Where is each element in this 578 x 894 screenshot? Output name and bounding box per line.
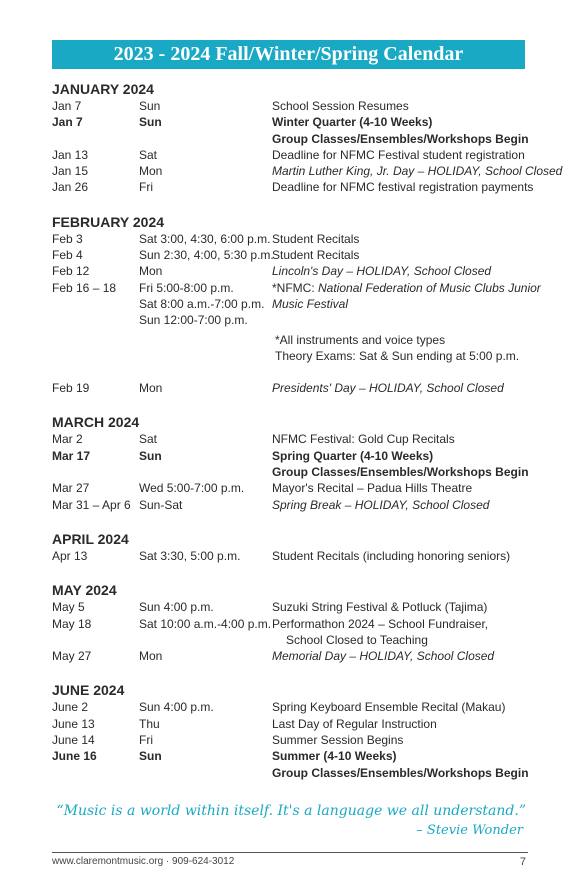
entry-event-cell bbox=[272, 480, 532, 496]
entry-day-cell bbox=[139, 548, 272, 564]
entry-day-cell bbox=[139, 599, 272, 615]
entry-notes-cell bbox=[272, 332, 532, 365]
entry-event-line bbox=[272, 296, 541, 312]
entry-note: Theory Exams: Sat & Sun ending at 5:00 p.m. bbox=[275, 348, 520, 363]
entry-date-cell bbox=[52, 147, 139, 163]
event-text: Group Classes/Ensembles/Workshops Begin bbox=[272, 465, 529, 480]
entry-event-cell bbox=[272, 431, 532, 447]
event-text: National Federation of Music Clubs Junior bbox=[318, 280, 541, 295]
entry-event-line bbox=[272, 464, 532, 480]
entry-event-cell bbox=[272, 163, 562, 179]
entry-event-line bbox=[272, 179, 533, 195]
entry-day-time: Fri bbox=[139, 733, 153, 748]
entry-event-line bbox=[272, 263, 532, 279]
event-text: School Session Resumes bbox=[272, 99, 409, 113]
entry-event-line bbox=[272, 163, 562, 179]
entry-day-cell bbox=[139, 280, 272, 329]
entry-day-cell bbox=[139, 431, 272, 447]
entry-date: Apr 13 bbox=[52, 548, 88, 563]
entry-event-line bbox=[272, 632, 532, 648]
month-heading: APRIL 2024 bbox=[52, 530, 129, 547]
entry-date: Jan 26 bbox=[52, 180, 89, 195]
entry-day-cell bbox=[139, 179, 272, 195]
calendar-entry bbox=[52, 648, 532, 664]
entry-event-line bbox=[272, 448, 532, 464]
calendar-entry bbox=[52, 732, 532, 748]
footer-divider bbox=[52, 852, 528, 853]
event-text: Student Recitals bbox=[272, 231, 360, 246]
calendar-entry bbox=[52, 497, 532, 513]
entry-date: Jan 7 bbox=[52, 99, 82, 113]
month-heading: FEBRUARY 2024 bbox=[52, 213, 165, 230]
entry-day-time: Mon bbox=[139, 164, 163, 179]
entry-day-cell bbox=[139, 480, 272, 496]
entry-date-cell bbox=[52, 163, 139, 179]
entry-event-cell bbox=[272, 114, 532, 147]
entry-date: Feb 19 bbox=[52, 381, 90, 396]
entry-day-time: Fri 5:00-8:00 p.m. bbox=[139, 280, 234, 295]
entry-day-cell bbox=[139, 98, 272, 114]
footer-contact: www.claremontmusic.org · 909-624-3012 bbox=[52, 856, 235, 867]
entry-day-time: Sun-Sat bbox=[139, 497, 183, 512]
month-section bbox=[52, 80, 563, 196]
month-heading: JUNE 2024 bbox=[52, 682, 125, 699]
month-section bbox=[52, 681, 532, 780]
entry-date-cell bbox=[52, 748, 139, 781]
entry-day-cell bbox=[139, 231, 272, 247]
event-text: School Closed to Teaching bbox=[286, 632, 428, 647]
entry-date-cell bbox=[52, 448, 139, 481]
event-text: Spring Quarter (4-10 Weeks) bbox=[272, 448, 434, 463]
entry-date-cell bbox=[52, 548, 139, 564]
entry-day-time: Fri bbox=[139, 180, 153, 195]
entry-date: Jan 7 bbox=[52, 115, 83, 130]
entry-day-time: Sat bbox=[139, 432, 158, 447]
entry-day-cell bbox=[139, 114, 272, 147]
entry-event-cell bbox=[272, 179, 533, 195]
entry-event-cell bbox=[272, 263, 532, 279]
entry-date: May 27 bbox=[52, 649, 92, 664]
entry-date: Feb 16 – 18 bbox=[52, 280, 117, 295]
entry-event-line bbox=[272, 716, 532, 732]
calendar-title-banner bbox=[52, 40, 525, 69]
entry-note: *All instruments and voice types bbox=[275, 332, 446, 347]
event-text: Spring Break – HOLIDAY, School Closed bbox=[272, 497, 490, 512]
entry-event-line bbox=[272, 280, 541, 296]
entry-date-cell bbox=[52, 263, 139, 279]
event-text: Student Recitals (including honoring seniors) bbox=[272, 548, 511, 563]
entry-day-time: Sat bbox=[139, 147, 158, 162]
entry-date-cell bbox=[52, 98, 139, 114]
entry-event-line bbox=[272, 247, 532, 263]
entry-event-line bbox=[272, 748, 532, 764]
entry-day-time: Sun bbox=[139, 99, 161, 113]
entry-day-time: Mon bbox=[139, 381, 163, 396]
entry-date-cell bbox=[52, 280, 139, 329]
event-text: Winter Quarter (4-10 Weeks) bbox=[272, 115, 433, 130]
entry-date: Mar 2 bbox=[52, 432, 83, 447]
entry-date-cell bbox=[52, 380, 139, 396]
event-text: Mayor's Recital – Padua Hills Theatre bbox=[272, 481, 473, 496]
calendar-entry bbox=[52, 431, 532, 447]
event-text: Group Classes/Ensembles/Workshops Begin bbox=[272, 131, 529, 146]
event-text: Summer (4-10 Weeks) bbox=[272, 749, 397, 764]
entry-event-cell bbox=[272, 497, 532, 513]
calendar-entry bbox=[52, 380, 532, 396]
entry-date: Mar 27 bbox=[52, 481, 90, 496]
entry-event-cell bbox=[272, 548, 532, 564]
entry-event-cell bbox=[272, 98, 532, 114]
entry-event-line bbox=[272, 599, 532, 615]
calendar-entry bbox=[52, 480, 532, 496]
entry-event-cell bbox=[272, 280, 541, 329]
entry-event-line bbox=[272, 98, 532, 114]
entry-date-cell bbox=[52, 716, 139, 732]
calendar-entry bbox=[52, 263, 532, 279]
event-text: Presidents' Day – HOLIDAY, School Closed bbox=[272, 381, 504, 396]
month-section bbox=[52, 213, 541, 397]
month-heading: JANUARY 2024 bbox=[52, 81, 154, 97]
entry-day-time: Sun bbox=[139, 115, 162, 130]
entry-day-time: Wed 5:00-7:00 p.m. bbox=[139, 481, 245, 496]
entry-date-cell bbox=[52, 431, 139, 447]
entry-date-cell bbox=[52, 616, 139, 649]
event-text: Spring Keyboard Ensemble Recital (Makau) bbox=[272, 700, 506, 715]
entry-date-cell bbox=[52, 179, 139, 195]
entry-date: May 18 bbox=[52, 616, 92, 631]
event-text: Summer Session Begins bbox=[272, 733, 404, 748]
calendar-entry bbox=[52, 231, 532, 247]
entry-date-cell bbox=[52, 648, 139, 664]
entry-day-cell bbox=[139, 380, 272, 396]
entry-event-line bbox=[272, 732, 532, 748]
entry-day-cell bbox=[139, 163, 272, 179]
entry-date-cell bbox=[52, 247, 139, 263]
entry-date-cell bbox=[52, 732, 139, 748]
entry-date: Jan 13 bbox=[52, 147, 89, 162]
event-text: Performathon 2024 – School Fundraiser, bbox=[272, 616, 489, 631]
month-section bbox=[52, 581, 532, 664]
entry-date-cell bbox=[52, 114, 139, 147]
entry-day-time: Mon bbox=[139, 264, 163, 279]
entry-event-line bbox=[272, 147, 532, 163]
quote-attribution: – Stevie Wonder bbox=[416, 823, 523, 838]
entry-day-cell bbox=[139, 699, 272, 715]
calendar-entry bbox=[52, 163, 563, 179]
calendar-entry bbox=[52, 448, 532, 481]
entry-day-cell bbox=[139, 716, 272, 732]
entry-notes-row bbox=[52, 332, 532, 365]
calendar-entry bbox=[52, 716, 532, 732]
entry-date: June 13 bbox=[52, 716, 95, 731]
month-heading: MAY 2024 bbox=[52, 582, 117, 599]
entry-day-cell bbox=[139, 247, 272, 263]
event-prefix: *NFMC: bbox=[272, 280, 318, 295]
entry-event-line bbox=[272, 431, 532, 447]
entry-day-time: Sat 10:00 a.m.-4:00 p.m. bbox=[139, 616, 272, 631]
event-text: Suzuki String Festival & Potluck (Tajima) bbox=[272, 600, 488, 615]
entry-date: June 14 bbox=[52, 733, 95, 748]
entry-day-cell bbox=[139, 616, 272, 649]
entry-event-line bbox=[272, 114, 532, 130]
entry-event-cell bbox=[272, 448, 532, 481]
quote-block bbox=[40, 801, 526, 841]
entry-date: Mar 31 – Apr 6 bbox=[52, 497, 131, 512]
entry-date: June 16 bbox=[52, 749, 97, 764]
entry-day-cell bbox=[139, 732, 272, 748]
event-text: Martin Luther King, Jr. Day – HOLIDAY, School Closed bbox=[272, 164, 563, 179]
event-text: Music Festival bbox=[272, 296, 349, 311]
entry-event-cell bbox=[272, 599, 532, 615]
entry-event-cell bbox=[272, 648, 532, 664]
entry-day-cell bbox=[139, 147, 272, 163]
calendar-title: 2023 - 2024 Fall/Winter/Spring Calendar bbox=[113, 43, 464, 65]
entry-event-line bbox=[272, 648, 532, 664]
entry-day-time: Sun 12:00-7:00 p.m. bbox=[139, 313, 248, 328]
entry-date: Jan 15 bbox=[52, 164, 89, 179]
entry-day-time: Sun 4:00 p.m. bbox=[139, 600, 214, 615]
calendar-entry bbox=[52, 748, 532, 781]
calendar-entry bbox=[52, 147, 532, 163]
entry-day-time: Sun 2:30, 4:00, 5:30 p.m. bbox=[139, 248, 274, 263]
calendar-entry bbox=[52, 280, 541, 329]
entry-date-cell bbox=[52, 480, 139, 496]
entry-day-cell bbox=[139, 448, 272, 481]
entry-day-time: Mon bbox=[139, 649, 163, 664]
calendar-body bbox=[52, 80, 563, 781]
calendar-entry bbox=[52, 98, 532, 114]
entry-event-cell bbox=[272, 247, 532, 263]
calendar-entry bbox=[52, 247, 532, 263]
entry-day-time: Thu bbox=[139, 716, 160, 731]
entry-day-cell bbox=[139, 263, 272, 279]
entry-date: Mar 17 bbox=[52, 448, 91, 463]
entry-event-line bbox=[272, 765, 532, 781]
entry-event-cell bbox=[272, 716, 532, 732]
entry-date-cell bbox=[52, 599, 139, 615]
entry-date-cell bbox=[52, 699, 139, 715]
entry-date: June 2 bbox=[52, 700, 89, 715]
entry-day-time: Sat 3:30, 5:00 p.m. bbox=[139, 548, 241, 563]
entry-event-cell bbox=[272, 732, 532, 748]
entry-date-cell bbox=[52, 497, 139, 513]
entry-day-time: Sun 4:00 p.m. bbox=[139, 700, 214, 715]
entry-day-cell bbox=[139, 497, 272, 513]
entry-event-line bbox=[272, 548, 532, 564]
entry-event-cell bbox=[272, 231, 532, 247]
entry-date: Feb 12 bbox=[52, 264, 90, 279]
entry-day-time: Sun bbox=[139, 448, 162, 463]
spacer bbox=[52, 332, 139, 365]
event-text: Student Recitals bbox=[272, 248, 360, 263]
entry-event-cell bbox=[272, 147, 532, 163]
entry-event-line bbox=[272, 497, 532, 513]
event-text: Lincoln's Day – HOLIDAY, School Closed bbox=[272, 264, 492, 279]
event-text: Deadline for NFMC festival registration payments bbox=[272, 180, 534, 195]
page-footer bbox=[52, 856, 528, 867]
event-text: Group Classes/Ensembles/Workshops Begin bbox=[272, 765, 529, 780]
entry-day-cell bbox=[139, 748, 272, 781]
spacer bbox=[139, 332, 272, 365]
event-text: Memorial Day – HOLIDAY, School Closed bbox=[272, 649, 495, 664]
event-text: NFMC Festival: Gold Cup Recitals bbox=[272, 432, 455, 447]
quote-text: “Music is a world within itself. It's a language we all understand.” bbox=[56, 803, 526, 819]
entry-event-line bbox=[272, 616, 532, 632]
month-heading: MARCH 2024 bbox=[52, 414, 140, 431]
calendar-entry bbox=[52, 616, 532, 649]
entry-event-cell bbox=[272, 699, 532, 715]
entry-event-cell bbox=[272, 616, 532, 649]
calendar-entry bbox=[52, 114, 532, 147]
calendar-entry bbox=[52, 179, 532, 195]
entry-day-time: Sat 3:00, 4:30, 6:00 p.m. bbox=[139, 231, 271, 246]
calendar-entry bbox=[52, 699, 532, 715]
event-text: Last Day of Regular Instruction bbox=[272, 716, 437, 731]
month-section bbox=[52, 530, 532, 564]
calendar-entry bbox=[52, 548, 532, 564]
entry-date: Feb 4 bbox=[52, 248, 83, 263]
calendar-entry bbox=[52, 599, 532, 615]
entry-date: Feb 3 bbox=[52, 231, 83, 246]
entry-event-cell bbox=[272, 380, 532, 396]
entry-event-cell bbox=[272, 748, 532, 781]
entry-event-line bbox=[272, 699, 532, 715]
entry-event-line bbox=[272, 231, 532, 247]
entry-day-time: Sat 8:00 a.m.-7:00 p.m. bbox=[139, 296, 265, 311]
entry-event-line bbox=[272, 380, 532, 396]
entry-event-line bbox=[272, 131, 532, 147]
entry-date-cell bbox=[52, 231, 139, 247]
entry-date: May 5 bbox=[52, 600, 85, 615]
event-text: Deadline for NFMC Festival student registration bbox=[272, 147, 525, 162]
entry-event-line bbox=[272, 480, 532, 496]
page-number: 7 bbox=[519, 856, 526, 868]
month-section bbox=[52, 413, 532, 512]
entry-day-time: Sun bbox=[139, 749, 162, 764]
entry-day-cell bbox=[139, 648, 272, 664]
